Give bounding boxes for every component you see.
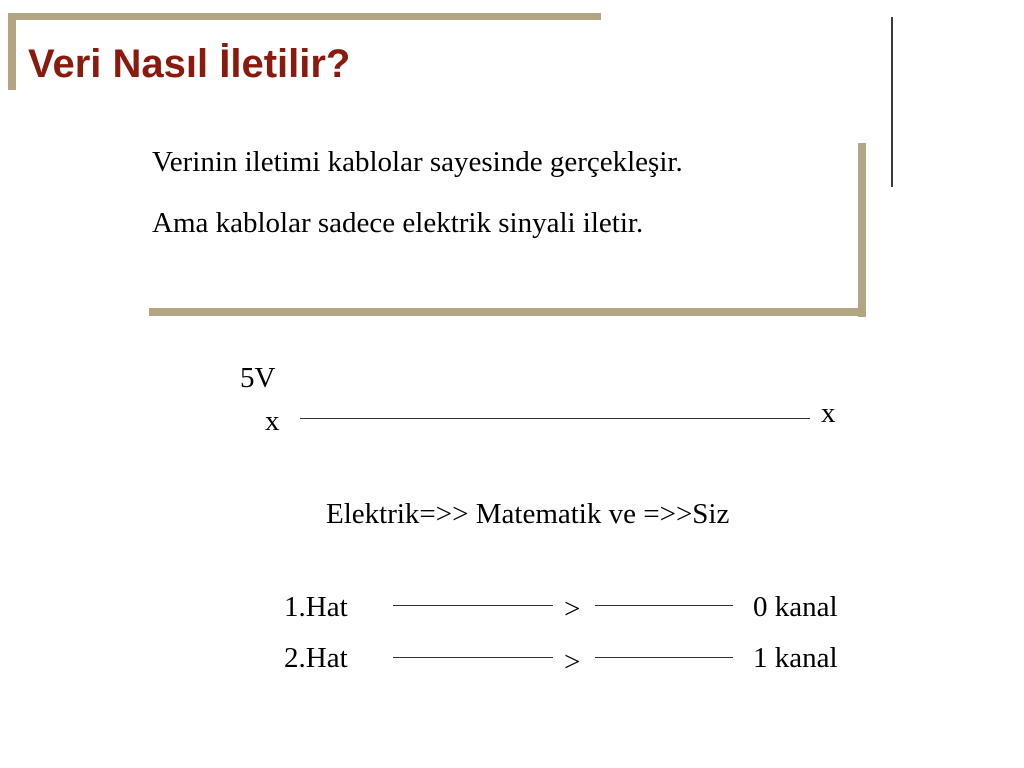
left-endpoint-marker: x: [265, 405, 280, 437]
signal-wire-line: [300, 418, 810, 419]
mapping-line-right: [595, 605, 733, 606]
content-frame-bottom-bar: [149, 308, 866, 316]
arrow-head: >: [564, 646, 581, 678]
line-label: 2.Hat: [284, 642, 348, 674]
line-label: 1.Hat: [284, 591, 348, 623]
right-vertical-divider: [891, 17, 893, 187]
content-frame-right-bar: [858, 143, 866, 317]
flow-text: Elektrik=>> Matematik ve =>>Siz: [326, 498, 730, 530]
mapping-line-left: [393, 605, 553, 606]
left-frame-bar: [8, 13, 16, 90]
slide-title: Veri Nasıl İletilir?: [28, 42, 351, 86]
body-line-2: Ama kablolar sadece elektrik sinyali iletir.: [152, 207, 644, 239]
mapping-line-left: [393, 657, 553, 658]
mapping-line-right: [595, 657, 733, 658]
top-frame-bar: [8, 13, 601, 20]
arrow-head: >: [564, 593, 581, 625]
channel-label: 0 kanal: [753, 591, 838, 623]
right-endpoint-marker: x: [821, 397, 836, 429]
voltage-label: 5V: [240, 362, 276, 394]
body-line-1: Verinin iletimi kablolar sayesinde gerçekleşir.: [152, 146, 683, 178]
channel-label: 1 kanal: [753, 642, 838, 674]
